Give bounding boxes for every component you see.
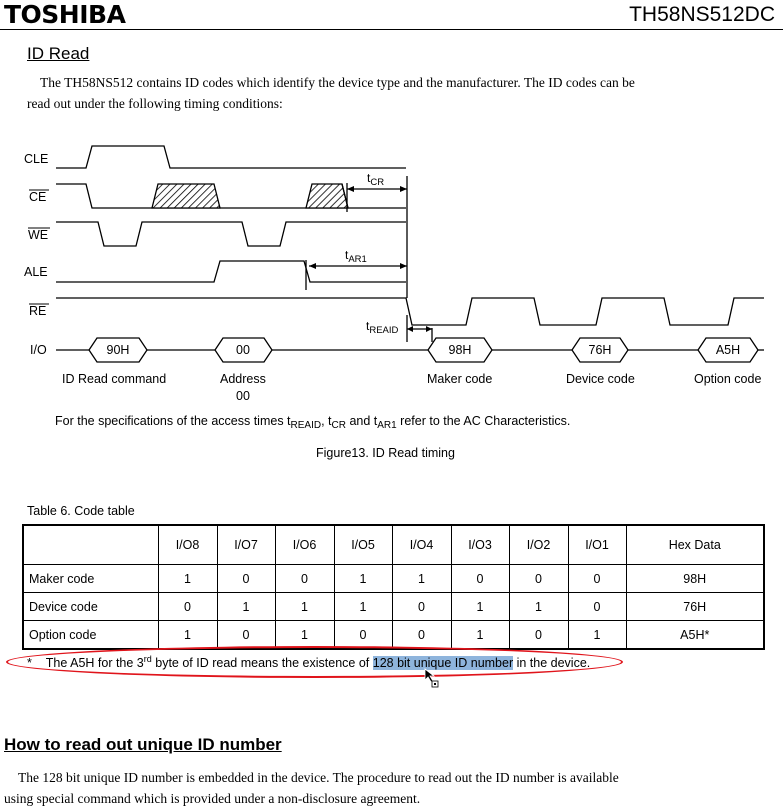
id-read-paragraph — [27, 72, 777, 114]
we-waveform — [56, 222, 406, 246]
header-cell: I/O6 — [275, 525, 334, 565]
timing-label-treaid: $t_{REAID}$ — [366, 319, 399, 336]
table-cell: 0 — [158, 593, 217, 621]
header-cell: I/O3 — [451, 525, 509, 565]
header-rule — [0, 29, 783, 30]
table-cell: 1 — [509, 593, 568, 621]
table-row — [23, 565, 764, 593]
bus-label-cmd: ID Read command — [62, 372, 167, 386]
row-label: Option code — [23, 621, 158, 650]
table-row — [23, 593, 764, 621]
signal-label-ale: ALE — [24, 265, 48, 279]
paragraph-line: The 128 bit unique ID number is embedded in the device. The procedure to read out the ID number is available — [18, 770, 619, 785]
table-header-row — [23, 525, 764, 565]
part-number: TH58NS512DC — [629, 3, 775, 26]
table-cell: 1 — [568, 621, 626, 650]
table-cell: 1 — [451, 621, 509, 650]
table-cell: 98H — [626, 565, 764, 593]
table-cell: 0 — [568, 593, 626, 621]
table-caption: Table 6. Code table — [27, 504, 135, 518]
table-cell: 0 — [392, 621, 451, 650]
row-label: Device code — [23, 593, 158, 621]
figure-caption: Figure13. ID Read timing — [316, 446, 455, 460]
table-cell: A5H* — [626, 621, 764, 650]
header-cell: Hex Data — [626, 525, 764, 565]
paragraph-line: The TH58NS512 contains ID codes which identify the device type and the manufacturer. The ID codes can be — [40, 75, 635, 90]
header-cell: I/O2 — [509, 525, 568, 565]
header-cell: I/O8 — [158, 525, 217, 565]
bus-label-option: Option code — [694, 372, 762, 386]
table-cell: 1 — [158, 565, 217, 593]
timing-label-tar1: $t_{AR1}$ — [345, 248, 367, 265]
signal-label-io: I/O — [30, 343, 47, 357]
selected-text-highlight[interactable]: 128 bit unique ID number — [372, 656, 514, 671]
bus-label-maker: Maker code — [427, 372, 493, 386]
table-cell: 0 — [275, 565, 334, 593]
bus-value-maker: 98H — [448, 343, 472, 357]
table-cell: 0 — [217, 621, 275, 650]
mouse-cursor-icon — [424, 668, 440, 688]
row-label: Maker code — [23, 565, 158, 593]
table-cell: 1 — [217, 593, 275, 621]
table-cell: 1 — [275, 593, 334, 621]
header-cell — [23, 525, 158, 565]
signal-label-ce: CE — [29, 190, 47, 204]
bus-value-option: A5H — [715, 343, 741, 357]
table-row — [23, 621, 764, 650]
header-cell: I/O5 — [334, 525, 392, 565]
header-cell: I/O7 — [217, 525, 275, 565]
section-title-id-read: ID Read — [27, 44, 90, 63]
table-cell: 76H — [626, 593, 764, 621]
table-cell: 0 — [392, 593, 451, 621]
access-time-note: For the specifications of the access times $t_{REAID}$, $t_{CR}$ and $t_{AR1}$ refer to the AC Characteristics. — [55, 414, 571, 431]
ce-hatch-1 — [152, 184, 220, 208]
signal-label-re: RE — [29, 304, 47, 318]
cle-waveform — [56, 146, 406, 168]
table-cell: 0 — [334, 621, 392, 650]
table-cell: 0 — [568, 565, 626, 593]
timing-label-tcr: $t_{CR}$ — [367, 171, 385, 188]
paragraph-line: using special command which is provided under a non-disclosure agreement. — [4, 791, 421, 806]
bus-label-addr-value: 00 — [236, 389, 250, 400]
code-table — [22, 524, 765, 650]
table-cell: 0 — [509, 565, 568, 593]
header-cell: I/O1 — [568, 525, 626, 565]
unique-id-paragraph — [4, 767, 779, 809]
id-read-timing-diagram — [0, 120, 783, 400]
header-cell: I/O4 — [392, 525, 451, 565]
signal-label-cle: CLE — [24, 152, 49, 166]
table-cell: 1 — [158, 621, 217, 650]
re-waveform — [56, 298, 764, 325]
footnote-star: * — [27, 656, 32, 671]
table-cell: 1 — [275, 621, 334, 650]
table-cell: 0 — [217, 565, 275, 593]
table-footnote: * The A5H for the 3rd byte of ID read means the existence of 128 bit unique ID number in the device. — [27, 654, 591, 671]
signal-label-we: WE — [28, 228, 49, 242]
table-cell: 1 — [334, 593, 392, 621]
table-cell: 1 — [451, 593, 509, 621]
bus-label-device: Device code — [566, 372, 635, 386]
table-cell: 0 — [451, 565, 509, 593]
annotation-ellipse — [6, 646, 623, 678]
bus-label-addr: Address — [220, 372, 266, 386]
section-title-unique-id: How to read out unique ID number — [4, 735, 282, 754]
ce-hatch-2 — [306, 184, 348, 208]
table-cell: 1 — [334, 565, 392, 593]
bus-value-device: 76H — [588, 343, 612, 357]
bus-value-cmd: 90H — [106, 343, 130, 357]
toshiba-logo: TOSHIBA — [4, 0, 126, 29]
table-cell: 0 — [509, 621, 568, 650]
paragraph-line: read out under the following timing conditions: — [27, 96, 283, 111]
bus-value-addr: 00 — [236, 343, 250, 357]
table-cell: 1 — [392, 565, 451, 593]
